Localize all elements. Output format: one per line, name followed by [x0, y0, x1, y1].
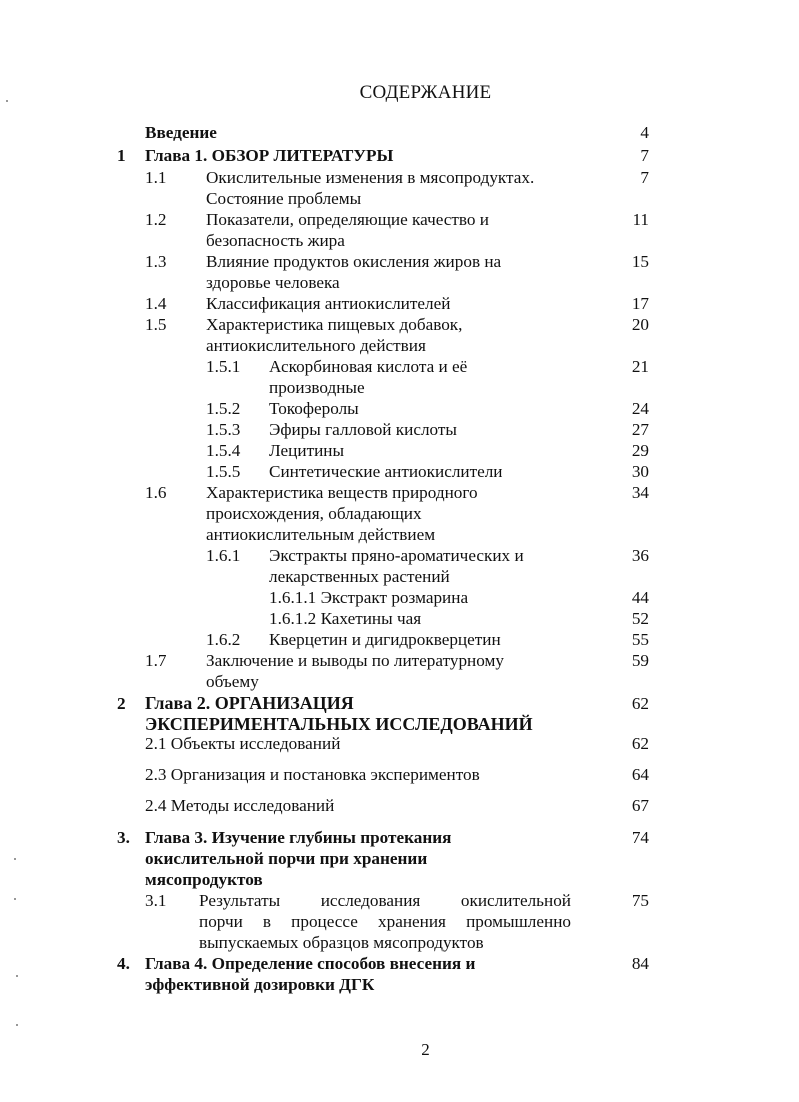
toc-entry-title	[206, 209, 566, 251]
toc-entry-title	[145, 122, 565, 143]
toc-entry-page: 20	[631, 315, 649, 334]
toc-entry-title	[145, 827, 565, 890]
toc-entry-page: 29	[631, 441, 649, 460]
toc-entry-title-line: 2.4 Методы исследований	[145, 796, 335, 815]
toc-entry-page: 59	[631, 651, 649, 670]
toc-entry-number: 4.	[117, 954, 130, 973]
toc-entry-number: 1.5.4	[206, 441, 241, 460]
toc-entry-page: 34	[631, 483, 649, 502]
toc-entry-title	[206, 167, 566, 209]
toc-entry-number: 1.7	[145, 651, 167, 670]
toc-entry-page: 24	[631, 399, 649, 418]
toc-entry-page: 55	[631, 630, 649, 649]
toc-entry-title-line: Заключение и выводы по литературному	[206, 651, 504, 670]
toc-entry-title-line: Глава 1. ОБЗОР ЛИТЕРАТУРЫ	[145, 146, 394, 165]
toc-entry-title	[145, 733, 565, 754]
toc-entry-title	[145, 145, 565, 166]
toc-entry-title	[206, 314, 566, 356]
toc-entry-title-line: 2.1 Объекты исследований	[145, 734, 341, 753]
toc-entry-title-line: Введение	[145, 123, 217, 142]
toc-entry-title-line: Аскорбиновая кислота и её	[269, 357, 468, 376]
toc-entry-title-line: Характеристика пищевых добавок,	[206, 315, 463, 334]
toc-entry-title	[269, 356, 569, 398]
toc-entry-page: 67	[631, 796, 649, 815]
toc-entry-page: 27	[631, 420, 649, 439]
toc-entry-title-line: антиокислительного действия	[206, 336, 426, 355]
toc-entry-title-line: эффективной дозировки ДГК	[145, 975, 375, 994]
toc-entry-title	[269, 398, 569, 419]
toc-entry-title	[269, 440, 569, 461]
toc-entry-number: 1.4	[145, 294, 167, 313]
toc-entry-title	[269, 608, 569, 629]
toc-entry-page: 11	[632, 210, 649, 229]
toc-entry-title-line: Показатели, определяющие качество и	[206, 210, 490, 229]
toc-entry-title-line: здоровье человека	[206, 273, 340, 292]
toc-entry-number: 1.3	[145, 252, 167, 271]
toc-entry-title-line: 2.3 Организация и постановка экспериментов	[145, 765, 480, 784]
scan-speck	[6, 100, 8, 102]
toc-entry-number: 1.1	[145, 168, 167, 187]
toc-entry-title-line: лекарственных растений	[269, 567, 450, 586]
toc-entry-title-line: Токоферолы	[269, 399, 359, 418]
toc-entry-number: 1.6	[145, 483, 167, 502]
toc-entry-title-line: безопасность жира	[206, 231, 345, 250]
scan-speck	[14, 858, 16, 860]
toc-entry-title-line: Кверцетин и дигидрокверцетин	[269, 630, 501, 649]
toc-entry-title-line: Результаты исследования окислительной	[199, 891, 571, 910]
toc-entry-title	[199, 890, 571, 953]
page-number: 2	[421, 1040, 430, 1059]
toc-entry-title-line: Экстракты пряно-ароматических и	[269, 546, 524, 565]
toc-entry-title	[145, 795, 565, 816]
toc-entry-title-line: Глава 2. ОРГАНИЗАЦИЯ	[145, 693, 354, 713]
toc-entry-number: 1	[117, 146, 126, 165]
table-of-contents	[0, 122, 799, 1002]
toc-entry-number: 3.1	[145, 891, 167, 910]
toc-entry-title-line: окислительной порчи при хранении	[145, 849, 428, 868]
toc-entry-title-line: Лецитины	[269, 441, 345, 460]
toc-entry-title-line: порчи в процессе хранения промышленно	[199, 912, 571, 931]
toc-entry-title	[145, 764, 565, 785]
toc-entry-page: 30	[631, 462, 649, 481]
toc-entry-title-line: Классификация антиокислителей	[206, 294, 451, 313]
toc-entry-title	[206, 251, 566, 293]
toc-entry-page: 7	[640, 168, 649, 187]
toc-entry-page: 52	[631, 609, 649, 628]
toc-entry-title-line: Окислительные изменения в мясопродуктах.	[206, 168, 535, 187]
toc-entry-title-line: мясопродуктов	[145, 870, 263, 889]
toc-entry-number: 2	[117, 694, 126, 713]
toc-entry-title	[145, 953, 565, 995]
toc-entry-title	[145, 693, 565, 735]
toc-entry-page: 36	[631, 546, 649, 565]
toc-entry-page: 17	[631, 294, 649, 313]
toc-entry-page: 75	[631, 891, 649, 910]
toc-entry-title-line: Синтетические антиокислители	[269, 462, 503, 481]
toc-entry-title	[269, 545, 569, 587]
toc-entry-title	[269, 461, 569, 482]
page-title: СОДЕРЖАНИЕ	[359, 82, 492, 103]
toc-entry-title-line: ЭКСПЕРИМЕНТАЛЬНЫХ ИССЛЕДОВАНИЙ	[145, 714, 533, 734]
toc-entry-page: 74	[631, 828, 649, 847]
toc-entry-title	[269, 419, 569, 440]
toc-entry-title-line: Глава 4. Определение способов внесения и	[145, 954, 476, 973]
scan-speck	[16, 1024, 18, 1026]
toc-entry-title-line: выпускаемых образцов мясопродуктов	[199, 933, 484, 952]
toc-entry-number: 1.2	[145, 210, 167, 229]
toc-entry-title-line: Эфиры галловой кислоты	[269, 420, 457, 439]
toc-entry-title	[269, 629, 569, 650]
toc-entry-number: 1.5.1	[206, 357, 241, 376]
toc-entry-number: 1.6.2	[206, 630, 241, 649]
toc-entry-number: 1.5.5	[206, 462, 241, 481]
toc-entry-number: 3.	[117, 828, 130, 847]
toc-entry-title-line: происхождения, обладающих	[206, 504, 422, 523]
toc-entry-title	[206, 482, 566, 545]
toc-entry-page: 15	[631, 252, 649, 271]
toc-entry-title-line: Состояние проблемы	[206, 189, 362, 208]
toc-entry-number: 1.5.3	[206, 420, 241, 439]
toc-entry-number: 1.5	[145, 315, 167, 334]
toc-entry-page: 21	[631, 357, 649, 376]
toc-entry-title-line: объему	[206, 672, 259, 691]
toc-entry-number: 1.6.1	[206, 546, 241, 565]
toc-entry-page: 62	[631, 734, 649, 753]
toc-entry-title-line: Характеристика веществ природного	[206, 483, 478, 502]
toc-entry-page: 44	[631, 588, 649, 607]
toc-entry-title	[269, 587, 569, 608]
toc-entry-title-line: Глава 3. Изучение глубины протекания	[145, 828, 452, 847]
toc-entry-title-line: 1.6.1.1 Экстракт розмарина	[269, 588, 469, 607]
toc-entry-title-line: Влияние продуктов окисления жиров на	[206, 252, 502, 271]
toc-entry-number: 1.5.2	[206, 399, 241, 418]
toc-entry-title-line: антиокислительным действием	[206, 525, 436, 544]
toc-entry-page: 62	[631, 694, 649, 713]
toc-entry-page: 4	[640, 123, 649, 142]
toc-entry-title	[206, 293, 566, 314]
toc-entry-title-line: 1.6.1.2 Кахетины чая	[269, 609, 422, 628]
toc-entry-title-line: производные	[269, 378, 365, 397]
toc-entry-page: 64	[631, 765, 649, 784]
scan-speck	[16, 975, 18, 977]
toc-entry-page: 84	[631, 954, 649, 973]
scan-speck	[14, 898, 16, 900]
toc-entry-page: 7	[640, 146, 649, 165]
toc-entry-title	[206, 650, 566, 692]
